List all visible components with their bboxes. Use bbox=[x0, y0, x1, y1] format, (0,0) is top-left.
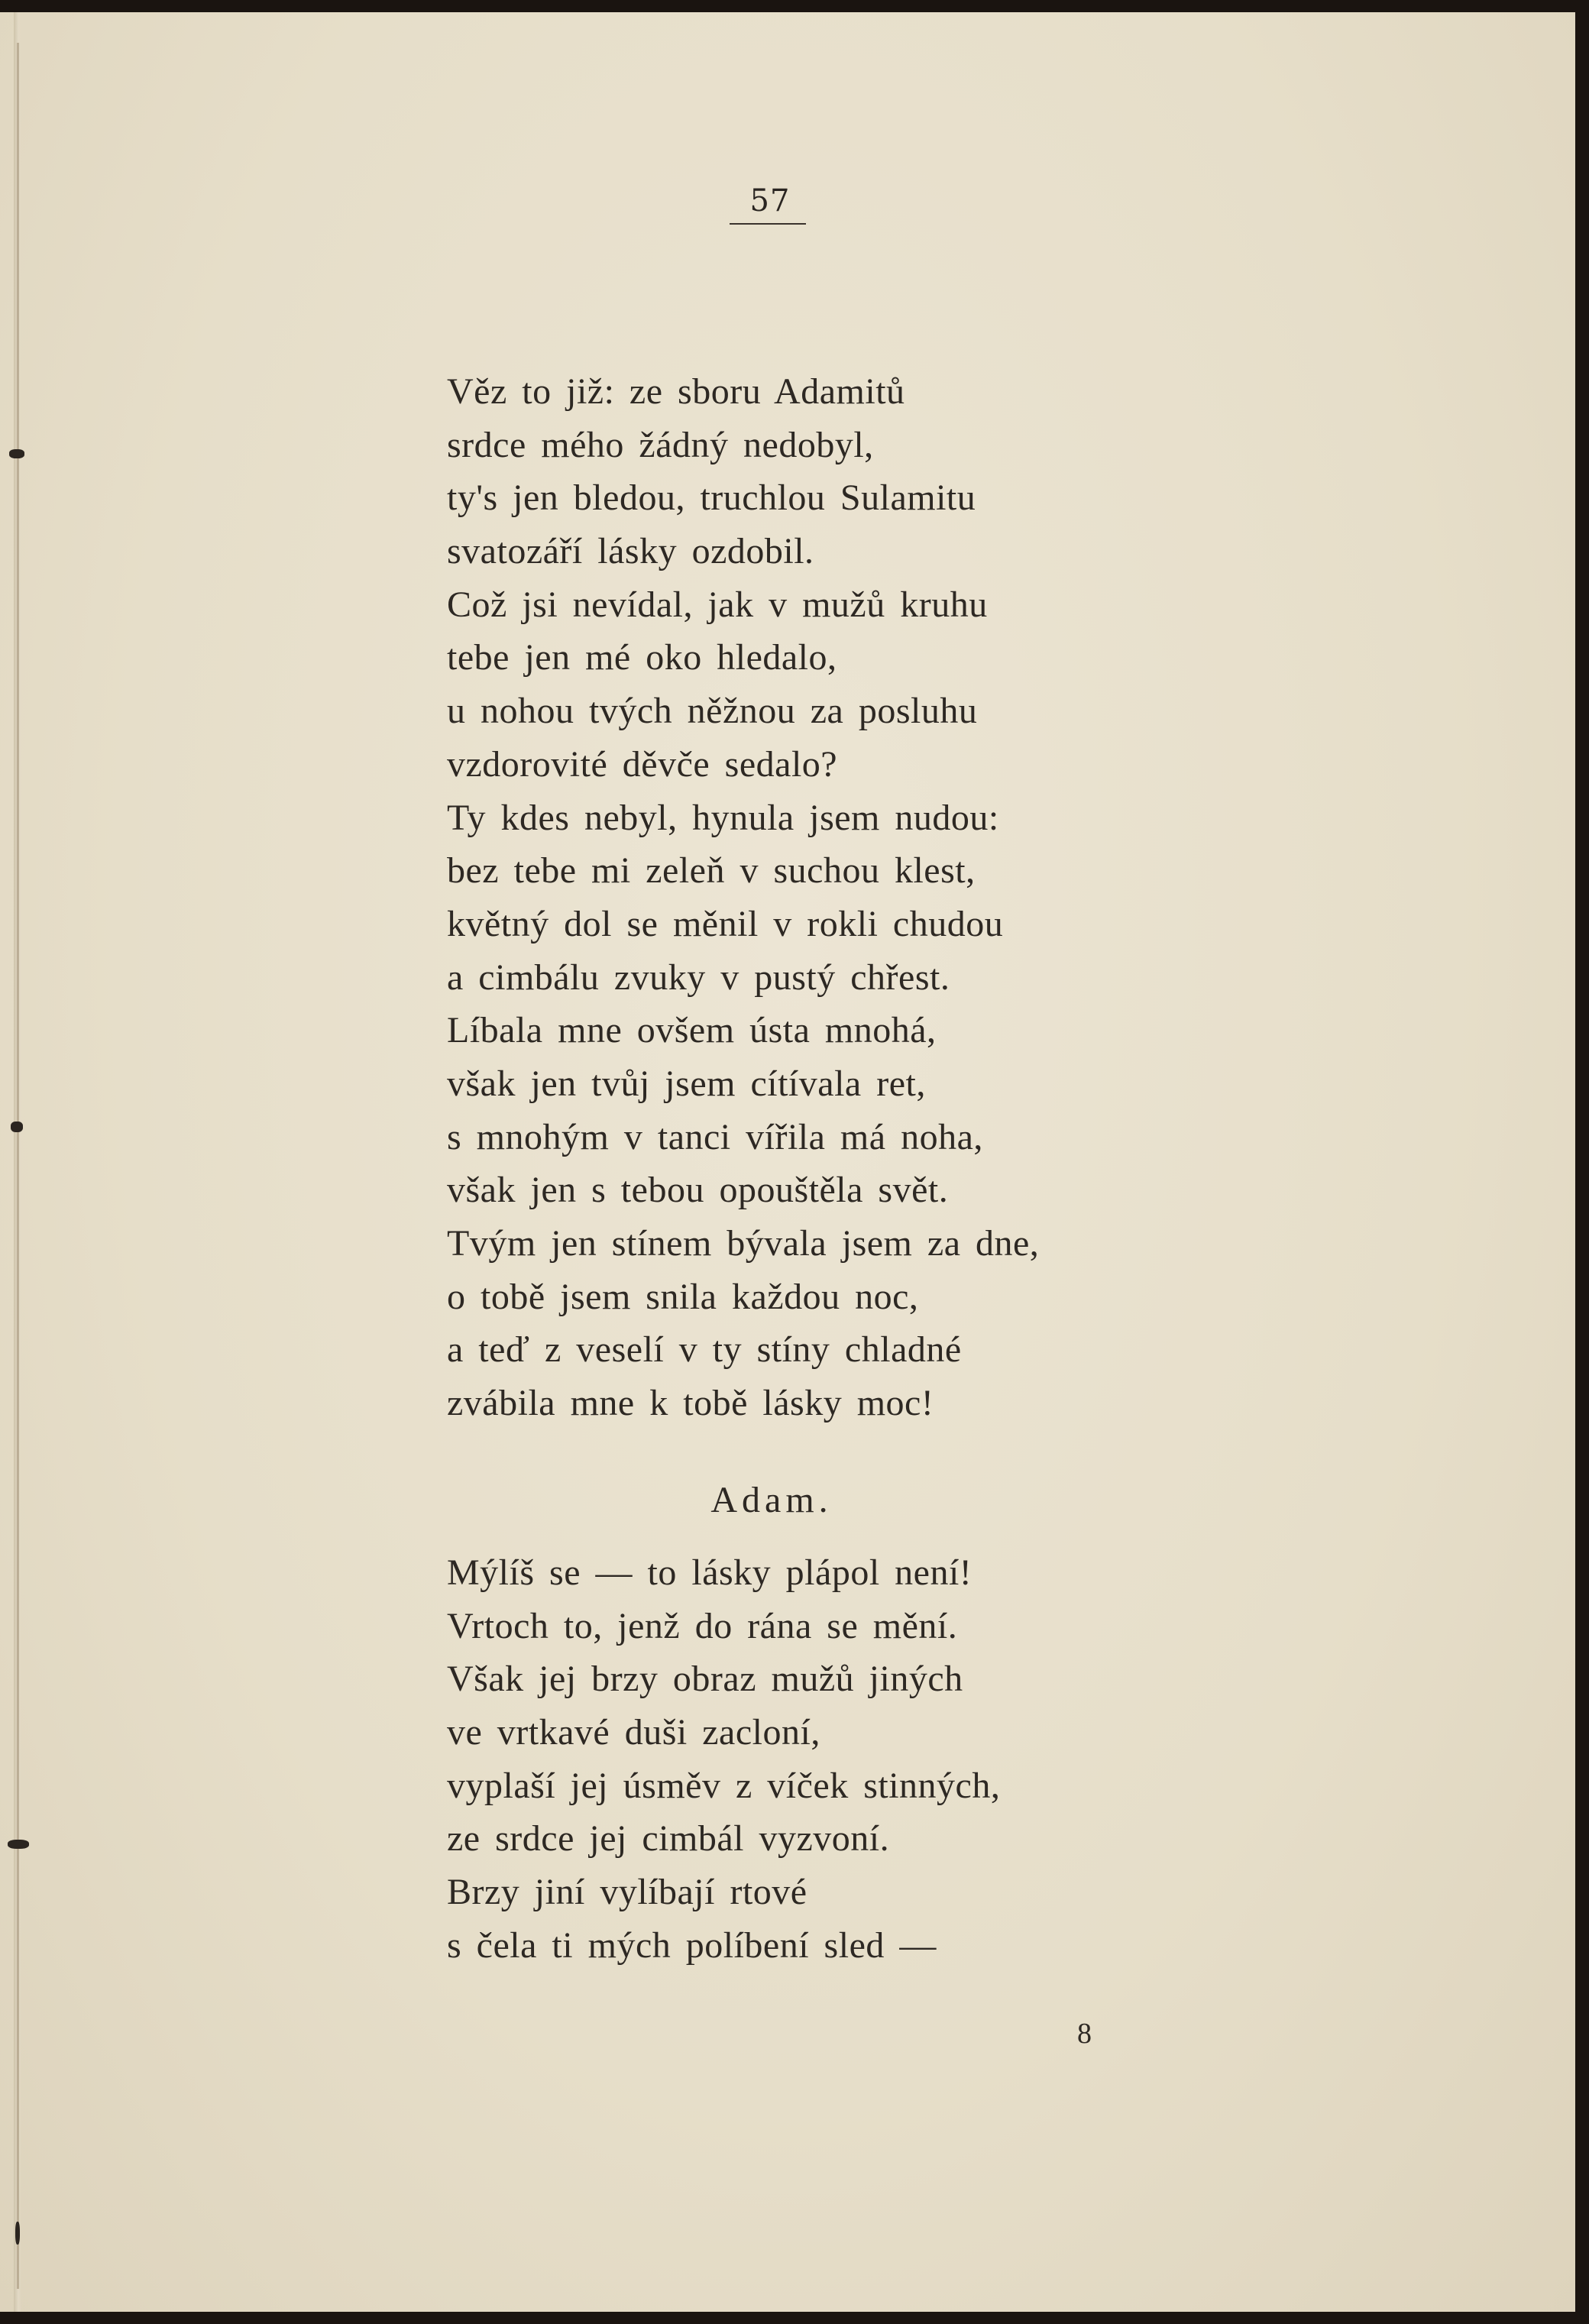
verse-line: vzdorovité děvče sedalo? bbox=[447, 743, 838, 785]
ink-mark bbox=[11, 1122, 23, 1132]
verse-line: u nohou tvých něžnou za posluhu bbox=[447, 691, 978, 732]
verse-line: Věz to již: ze sboru Adamitů bbox=[447, 371, 905, 412]
page-number: 57 bbox=[749, 183, 791, 218]
signature-mark: 8 bbox=[1077, 2018, 1092, 2050]
verse-line: s mnohým v tanci vířila má noha, bbox=[447, 1116, 983, 1157]
book-page bbox=[0, 12, 1575, 2312]
verse-line: však jen tvůj jsem cítívala ret, bbox=[447, 1063, 926, 1104]
verse-stanza-2 bbox=[447, 1546, 1249, 1973]
verse-line: ze srdce jej cimbál vyzvoní. bbox=[447, 1818, 890, 1860]
verse-line: s čela ti mých políbení sled — bbox=[447, 1924, 937, 1966]
verse-line: zvábila mne k tobě lásky moc! bbox=[447, 1383, 934, 1424]
verse-line: Tvým jen stínem bývala jsem za dne, bbox=[447, 1223, 1040, 1264]
verse-line: Vrtoch to, jenž do rána se mění. bbox=[447, 1605, 958, 1646]
verse-stanza-1 bbox=[447, 365, 1249, 1430]
verse-line: svatozáří lásky ozdobil. bbox=[447, 531, 814, 572]
verse-line: Líbala mne ovšem ústa mnohá, bbox=[447, 1010, 937, 1051]
verse-line: Což jsi nevídal, jak v mužů kruhu bbox=[447, 584, 988, 625]
speaker-heading: Adam. bbox=[710, 1480, 833, 1520]
verse-line: srdce mého žádný nedobyl, bbox=[447, 424, 874, 465]
verse-line: ve vrtkavé duši zacloní, bbox=[447, 1712, 820, 1753]
verse-line: květný dol se měnil v rokli chudou bbox=[447, 903, 1004, 944]
binding-crease bbox=[17, 43, 19, 2289]
verse-line: bez tebe mi zeleň v suchou klest, bbox=[447, 850, 976, 892]
verse-line: Brzy jiní vylíbají rtové bbox=[447, 1872, 807, 1913]
verse-line: a cimbálu zvuky v pustý chřest. bbox=[447, 956, 950, 998]
ink-mark bbox=[15, 2222, 20, 2245]
verse-line: Ty kdes nebyl, hynula jsem nudou: bbox=[447, 797, 999, 838]
verse-line: tebe jen mé oko hledalo, bbox=[447, 637, 837, 678]
verse-line: však jen s tebou opouštěla svět. bbox=[447, 1170, 949, 1211]
verse-line: Však jej brzy obraz mužů jiných bbox=[447, 1659, 963, 1700]
ink-mark bbox=[9, 449, 24, 458]
verse-line: o tobě jsem snila každou noc, bbox=[447, 1276, 919, 1317]
verse-line: vyplaší jej úsměv z víček stinných, bbox=[447, 1765, 1001, 1806]
verse-line: a teď z veselí v ty stíny chladné bbox=[447, 1329, 962, 1371]
page-number-rule bbox=[730, 223, 806, 225]
verse-line: Mýlíš se — to lásky plápol není! bbox=[447, 1552, 972, 1593]
verse-line: ty's jen bledou, truchlou Sulamitu bbox=[447, 477, 976, 519]
ink-mark bbox=[8, 1840, 29, 1849]
